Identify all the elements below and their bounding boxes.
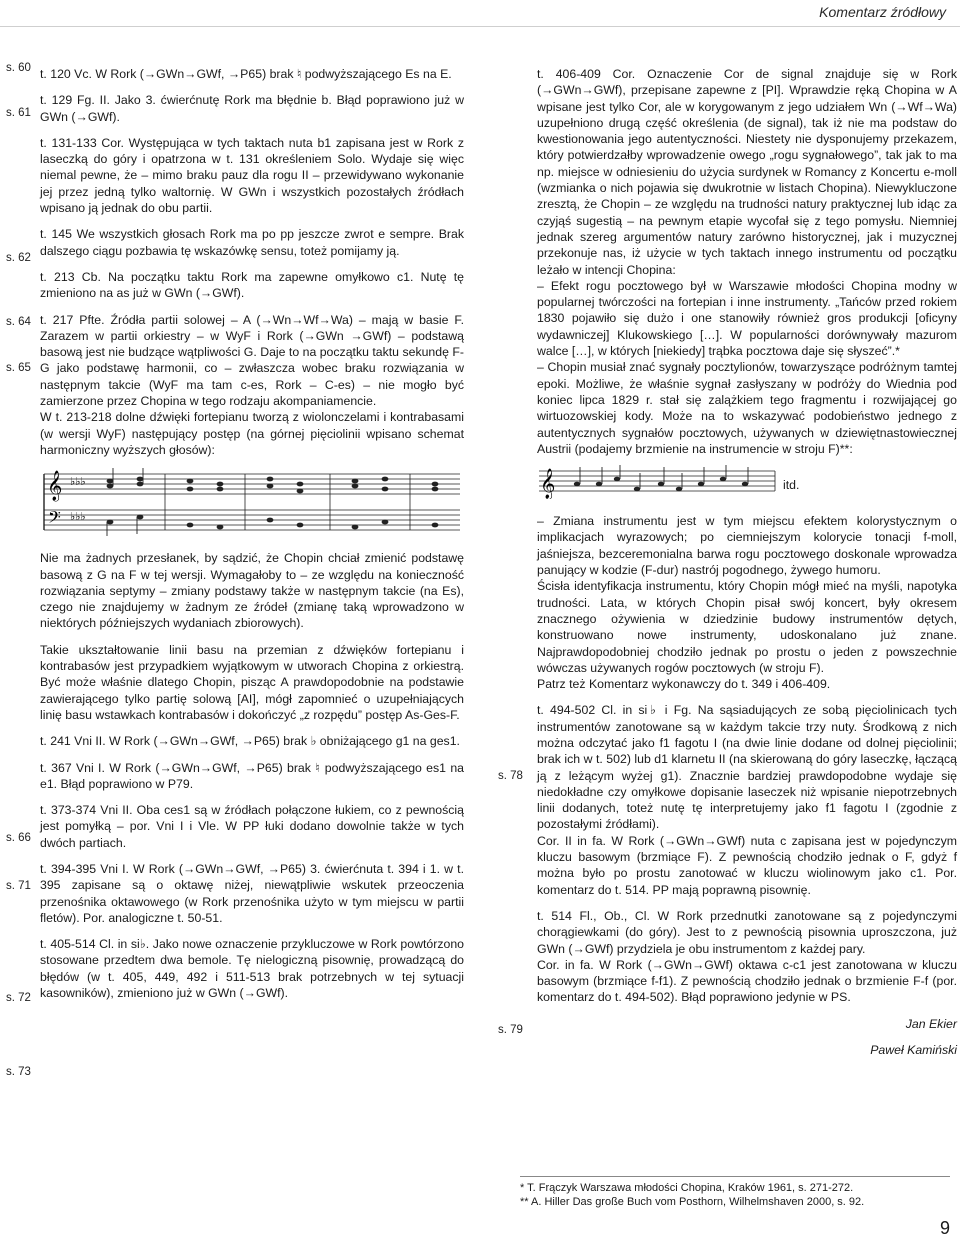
margin-ref: s. 64: [6, 316, 31, 328]
margin-ref: s. 62: [6, 252, 31, 264]
music-example-posthorn: [537, 463, 957, 499]
footnote: * T. Frączyk Warszawa młodości Chopina, Kraków 1961, s. 271-272.: [520, 1182, 854, 1194]
comment-entry: Nie ma żadnych przesłanek, by sądzić, że Chopin chciał zmienić podstawę basową z G na F w tej wersji. Wymagałoby to – ze względu na konieczność rozwiązania septymy – zmiany podstawy także w następnym takcie (na Es), czego nie znajdujemy w żadnym ze źródeł (zmianę taką wprowadzono w niektórych późniejszych wydaniach zbiorowych).: [40, 551, 464, 631]
comment-entry: – Chopin musiał znać sygnały pocztylionów, towarzyszące podróżnym tamtej epoki. Możliwe, że właśnie sygnał zasłyszany w podróży do Wiednia pod koniec lipca 1829 r. stał się zalążkiem tego fragmentu i rozwijającej go wirtuozowskiej kody. Może na to wskazywać podobieństwo jednego z autentycznych sygnałów pocztowych, używanych w dziewiętnastowiecznej Austrii (podajemy brzmienie na instrumencie w stroju F)**:: [537, 360, 957, 456]
margin-ref: s. 61: [6, 107, 31, 119]
page-header: [0, 0, 960, 27]
comment-entry: t. 241 Vni II. W Rork (→GWn→GWf, →P65) brak ♭ obniżającego g1 na ges1.: [40, 734, 460, 749]
comment-entry: t. 129 Fg. II. Jako 3. ćwierćnutę Rork ma błędnie b. Błąd poprawiono już w GWn (→GWf).: [40, 93, 464, 124]
comment-entry: t. 145 We wszystkich głosach Rork ma po pp jeszcze zwrot e sempre. Brak dalszego ciągu pozbawia tę wskazówkę sensu, toteż pomijamy ją.: [40, 227, 464, 258]
footnotes: [520, 1176, 950, 1209]
margin-ref: s. 73: [6, 1066, 31, 1078]
comment-entry: Cor. in fa. W Rork (→GWn→GWf) oktawa c-c1 jest zanotowana w kluczu basowym (brzmiące f-f1). Z pewnością chodziło jednak o brzmienie F-f (por. komentarz do t. 494-502). Błąd poprawiono jedynie w PS.: [537, 957, 957, 1005]
running-title: Komentarz źródłowy: [819, 4, 946, 20]
comment-entry: Cor. II in fa. W Rork (→GWn→GWf) nuta c zapisana jest w pojedynczym kluczu basowym (brzmiące F). Z pewnością chodziło jednak o F, gdyż f można było po prostu zanotować w kluczu wiolinowym jako c1. Por. komentarz do t. 514. PP mają poprawną pisownię.: [537, 833, 957, 897]
left-column: [40, 66, 464, 1011]
svg-text:𝄢: 𝄢: [48, 507, 61, 532]
margin-ref: s. 65: [6, 362, 31, 374]
grand-staff-image: [40, 468, 464, 536]
comment-entry: t. 394-395 Vni I. W Rork (→GWn→GWf, →P65) 3. ćwierćnuta t. 394 i 1. w t. 395 zapisane są o oktawę niżej, niewątpliwie wskutek przeoczenia przenośnika oktawowego (w Rork przenośnika użyto w tym miejscu w partii fletów). Por. analogiczne t. 50-51.: [40, 861, 464, 925]
comment-entry: – Zmiana instrumentu jest w tym miejscu efektem kolorystycznym o implikacjach wyrazowych; po ciemniejszym kolorycie tonacji f-moll, jaśniejsza, bezceremonialna barwa rogu pocztowego doskonale wprowadza panujący w kodzie (F-dur) nastrój pogodnego, żywego humoru.: [537, 514, 957, 578]
comment-entry: t. 494-502 Cl. in si♭ i Fg. Na sąsiadujących ze sobą pięciolinicach tych instrumentów zanotowane są w każdym takcie trzy nuty. Środkową z nich można odczytać jako f1 fagotu I (na dwie linie dodane od dolnej pięciolinii; brak ich w t. 502) lub d1 klarnetu II (na skierowaną do góry laseczkę, łączącą ją z leżącym wyżej g1). Znacznie bardziej prawdopodobne wydaje się niedokładne czy omyłkowe dopisanie laseczek niż wpisanie niepotrzebnych linii dodanych, toteż nutę tę interpretujemy jako f1 fagotu I (zgodnie z pozostałymi źródłami).: [537, 703, 957, 832]
svg-text:♭♭♭: ♭♭♭: [70, 475, 86, 489]
svg-text:𝄞: 𝄞: [47, 471, 63, 502]
comment-entry: Takie ukształtowanie linii basu na przemian z dźwięków fortepianu i kontrabasów jest przypadkiem wyjątkowym w utworach Chopina z orkiestrą. Być może właśnie dlatego Chopin, pisząc A prawdopodobnie na podstawie zawierającego tylko partię solową [AI], mógł zapomnieć o uzupełniających linię basu wstawkach kontrabasów i dokończyć „z rozpędu” postęp As-Ges-F.: [40, 642, 464, 722]
comment-entry: t. 131-133 Cor. Występująca w tych taktach nuta b1 zapisana jest w Rork z laseczką do góry i opatrzona w t. 131 określeniem Solo. Wydaje się więc niemal pewne, że – mimo braku pauz dla rogu II – przewidywano wykonanie jej przez jedną tylko waltornię. W GWn i wszystkich pozostałych źródłach wpisano ją jednak do obu partii.: [40, 135, 464, 216]
comment-entry: W t. 213-218 dolne dźwięki fortepianu tworzą z wiolonczelami i kontrabasami (w wersji WyF) następujący postęp (na górnej pięciolinii wpisano schemat harmoniczny wyższych głosów):: [40, 410, 464, 457]
margin-ref: s. 79: [498, 1024, 523, 1036]
margin-ref: s. 78: [498, 770, 523, 782]
footnote: ** A. Hiller Das große Buch vom Posthorn, Wilhelmshaven 2000, s. 92.: [520, 1196, 865, 1208]
comment-entry: t. 120 Vc. W Rork (→GWn→GWf, →P65) brak ♮ podwyższającego Es na E.: [40, 67, 452, 81]
author-signature: Jan Ekier: [905, 1016, 957, 1031]
margin-ref: s. 66: [6, 832, 31, 844]
comment-entry: t. 514 Fl., Ob., Cl. W Rork przednutki zanotowane są z pojedynczymi chorągiewkami (do góry). Jest to z pewnością pisownia uproszczona, już GWn (→GWf) przydziela je obu instrumentom z każdej pary.: [537, 908, 957, 956]
author-signature: Paweł Kamiński: [870, 1043, 957, 1058]
comment-entry: Patrz też Komentarz wykonawczy do t. 349 i 406-409.: [537, 677, 831, 692]
comment-entry: t. 405-514 Cl. in si♭. Jako nowe oznaczenie przykluczowe w Rork powtórzono stosowane przedtem dwa bemole. Tę nielogiczną pisownię, prowadzącą do błędów (w t. 405, 449, 492 i 511-513 brak potrzebnych w tej sytuacji kasowników), zmieniono już w GWn (→GWf).: [40, 937, 464, 1001]
comment-entry: t. 367 Vni I. W Rork (→GWn→GWf, →P65) brak ♮ podwyższającego es1 na e1. Błąd poprawiono w P79.: [40, 760, 464, 791]
music-example-harmony: [40, 468, 464, 536]
comment-entry: Ścisła identyfikacja instrumentu, który Chopin mógł mieć na myśli, napotyka trudności. Lata, w których Chopin pisał swój koncert, były okresem znacznego ożywienia w dziedzinie budowy instrumentów dętych, konstruowano nowe instrumenty, udoskonalano już znane. Najprawdopodobniej chodziło jednak po prostu o jeden z powszechnie wówczas używanych rogów pocztowych (w stroju F).: [537, 579, 957, 675]
comment-entry: t. 373-374 Vni II. Oba ces1 są w źródłach połączone łukiem, co z pewnością jest pomyłką – por. Vni I i Vle. W PP łuki dodano dowolnie także w tych dwóch partiach.: [40, 803, 464, 850]
page-number: 9: [939, 1218, 950, 1238]
margin-ref: s. 72: [6, 992, 31, 1004]
posthorn-signal-image: [537, 463, 800, 500]
svg-text:𝄞: 𝄞: [540, 469, 556, 500]
etc-label: itd.: [783, 478, 800, 493]
comment-entry: – Efekt rogu pocztowego był w Warszawie młodości Chopina modny w popularnej twórczości na fortepian i inne instrumenty. „Tańców przed rokiem 1830 pojawiło się dużo i one stanowiły również gros produkcji [oficyny wydawniczej] Klukowskiego […]. W popularności dorównywały mazurom walce […], w których [niekiedy] trąbka pocztowa daje się słyszeć”.*: [537, 278, 957, 359]
svg-text:♭♭♭: ♭♭♭: [70, 510, 86, 524]
comment-entry: t. 406-409 Cor. Oznaczenie Cor de signal znajduje się w Rork (→GWn→GWf), przepisane zapewne z [PI]. Wprawdzie ręką Chopina w A wpisane jest tylko Cor, ale w korygowanym z jego udziałem Wn (→Wf→Wa) uzupełniono drugą część określenia (de signal), tak iż nie ma podstaw do kwestionowania jego autentyczności. Niestety nie dysponujemy przekazem, który potwierdzałby wprowadzenie owego „rogu sygnałowego”, tak jak to ma np. miejsce w odniesieniu do użycia surdynek w Romancy z Koncertu e-moll (wzmianka o nich pojawia się dwukrotnie w listach Chopina). Niewykluczone zresztą, że Chopin – ze względu na trudności natury praktycznej lub idąc za czyjąś sugestią – na pewnym etapie wycofał się z tego pomysłu. Niemniej jednak szereg argumentów natury zarówno historycznej, jak i muzycznej przekonuje nas, iż użycie w tych taktach innego instrumentu od początku leżało w intencji Chopina:: [537, 67, 957, 277]
margin-ref: s. 71: [6, 880, 31, 892]
comment-entry: t. 217 Pfte. Źródła partii solowej – A (→Wn→Wf→Wa) – mają w basie F. Zarazem w partii orkiestry – w WyF i Rork (→GWn →GWf) – podstawą basową jest nie budzące wątpliwości G. Daje to na początku taktu sekundę F-G jako podstawę harmonii, co – zwłaszcza wobec braku rozwiązania w następnym takcie (WyF ma tam c-es, Rork – C-es) – nie mogło być zamierzone przez Chopina w tego rodzaju akompaniamencie.: [40, 312, 464, 409]
margin-ref: s. 60: [6, 62, 31, 74]
right-column: [537, 66, 957, 1068]
comment-entry: t. 213 Cb. Na początku taktu Rork ma zapewne omyłkowo c1. Nutę tę zmieniono na as już w GWn (→GWf).: [40, 269, 464, 301]
